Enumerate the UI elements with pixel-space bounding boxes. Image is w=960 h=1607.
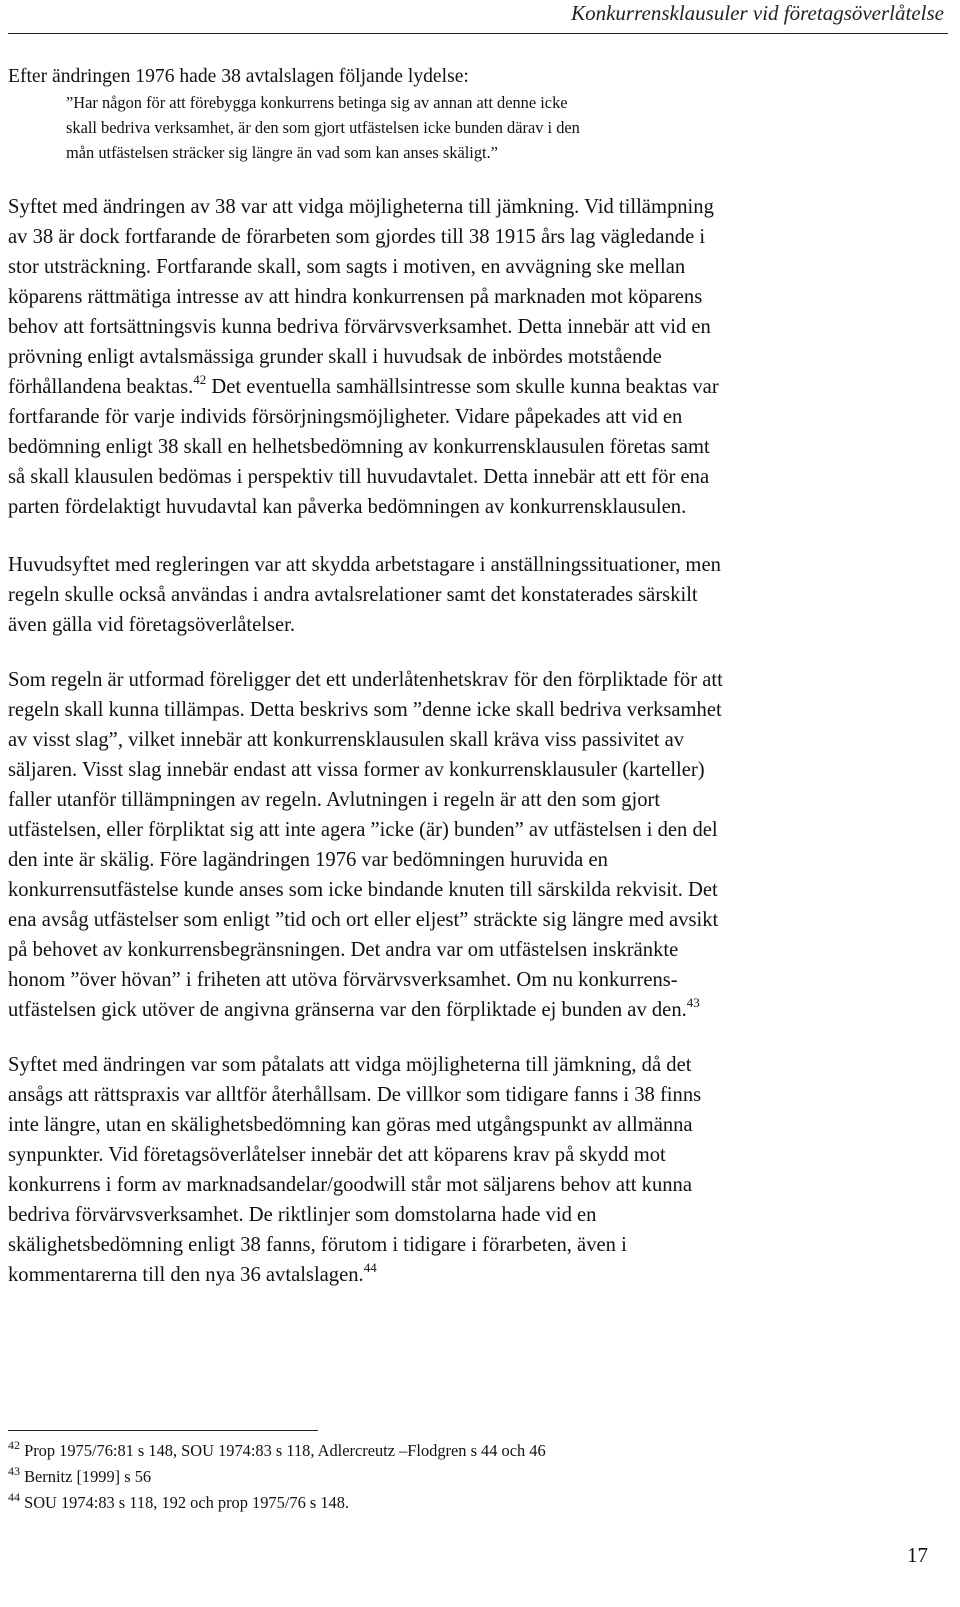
footnote bbox=[8, 1490, 948, 1516]
footnote bbox=[8, 1438, 948, 1464]
line-text: av visst slag”, vilket innebär att konkurrensklausulen skall kräva viss passivitet av bbox=[8, 729, 685, 751]
line-text: säljaren. Visst slag innebär endast att vissa former av konkurrensklausuler (karteller) bbox=[8, 759, 705, 781]
line-text: bedömning enligt 38 skall en helhetsbedömning av konkurrensklausulen företas samt bbox=[8, 436, 710, 458]
quote-line: ”Har någon för att förebygga konkurrens betinga sig av annan att denne icke bbox=[66, 93, 568, 112]
line-text: parten fördelaktigt huvudavtal kan påverka bedömningen av konkurrensklausulen. bbox=[8, 496, 687, 518]
text-line bbox=[8, 492, 948, 522]
footnote-text: Prop 1975/76:81 s 148, SOU 1974:83 s 118, Adlercreutz –Flodgren s 44 och 46 bbox=[20, 1441, 546, 1460]
footnote-number: 44 bbox=[8, 1490, 20, 1504]
header-rule bbox=[8, 33, 948, 34]
line-text: utfästelsen gick utöver de angivna gränserna var den förpliktade ej bunden av den. bbox=[8, 999, 687, 1021]
text-line bbox=[8, 580, 948, 610]
footnote-number: 42 bbox=[8, 1438, 20, 1452]
text-line bbox=[8, 282, 948, 312]
line-text: konkurrensutfästelse kunde anses som icke bindande knuten till särskilda rekvisit. Det bbox=[8, 879, 718, 901]
text-line bbox=[8, 665, 948, 695]
text-line bbox=[8, 342, 948, 372]
text-line bbox=[8, 1050, 948, 1080]
line-text: Syftet med ändringen var som påtalats att vidga möjligheterna till jämkning, då det bbox=[8, 1054, 692, 1076]
text-line bbox=[8, 785, 948, 815]
text-line bbox=[8, 402, 948, 432]
text-line bbox=[8, 725, 948, 755]
paragraph-main-purpose bbox=[8, 550, 948, 640]
line-text: Huvudsyftet med regleringen var att skydda arbetstagare i anställningssituationer, men bbox=[8, 554, 721, 576]
line-text: den inte är skälig. Före lagändringen 1976 var bedömningen huruvida en bbox=[8, 849, 608, 871]
line-text: förhållandena beaktas. bbox=[8, 376, 194, 398]
text-line bbox=[8, 695, 948, 725]
line-text: så skall klausulen bedömas i perspektiv till huvudavtalet. Detta innebär att ett för ena bbox=[8, 466, 710, 488]
line-text: regeln skulle också användas i andra avtalsrelationer samt det konstaterades särskilt bbox=[8, 584, 698, 606]
statute-quote bbox=[66, 90, 946, 165]
footnote-reference[interactable]: 44 bbox=[363, 1260, 377, 1275]
text-line bbox=[8, 905, 948, 935]
text-line bbox=[8, 1110, 948, 1140]
text-line bbox=[8, 875, 948, 905]
text-line bbox=[8, 550, 948, 580]
footnote-separator bbox=[8, 1430, 318, 1431]
footnote bbox=[8, 1464, 948, 1490]
footnote-text: SOU 1974:83 s 118, 192 och prop 1975/76 s 148. bbox=[20, 1493, 350, 1512]
running-header: Konkurrensklausuler vid företagsöverlåtelse bbox=[571, 1, 944, 25]
line-text: stor utsträckning. Fortfarande skall, som sagts i motiven, en avvägning ske mellan bbox=[8, 256, 686, 278]
paragraph-purpose-of-amendment bbox=[8, 192, 948, 522]
line-text: av 38 är dock fortfarande de förarbeten som gjordes till 38 1915 års lag vägledande i bbox=[8, 226, 706, 248]
footnotes bbox=[8, 1438, 948, 1516]
line-text: konkurrens i form av marknadsandelar/goodwill står mot säljarens behov att kunna bbox=[8, 1174, 692, 1196]
quote-intro: Efter ändringen 1976 hade 38 avtalslagen följande lydelse: bbox=[8, 66, 469, 87]
text-line bbox=[8, 432, 948, 462]
text-line bbox=[8, 1260, 948, 1290]
text-line bbox=[8, 1200, 948, 1230]
line-text: prövning enligt avtalsmässiga grunder skall i huvudsak de inbördes motstående bbox=[8, 346, 662, 368]
page-number: 17 bbox=[907, 1543, 928, 1567]
paragraph-adjustment-purpose bbox=[8, 1050, 948, 1290]
quote-line: skall bedriva verksamhet, är den som gjort utfästelsen icke bunden därav i den bbox=[66, 118, 580, 137]
line-text: bedriva förvärvsverksamhet. De riktlinjer som domstolarna hade vid en bbox=[8, 1204, 597, 1226]
line-text: utfästelsen, eller förpliktat sig att inte agera ”icke (är) bunden” av utfästelsen i den del bbox=[8, 819, 718, 841]
line-text: skälighetsbedömning enligt 38 fanns, förutom i tidigare i förarbeten, även i bbox=[8, 1234, 627, 1256]
line-text: ena avsåg utfästelser som enligt ”tid och ort eller eljest” sträckte sig längre med avsikt bbox=[8, 909, 719, 931]
text-line bbox=[8, 252, 948, 282]
line-text: faller utanför tillämpningen av regeln. Avlutningen i regeln är att den som gjort bbox=[8, 789, 661, 811]
line-text: på behovet av konkurrensbegränsningen. Det andra var om utfästelsen inskränkte bbox=[8, 939, 679, 961]
line-text: fortfarande för varje individs försörjningsmöjligheter. Vidare påpekades att vid en bbox=[8, 406, 683, 428]
footnote-reference[interactable]: 43 bbox=[686, 995, 700, 1010]
line-text-after-reference: Det eventuella samhällsintresse som skulle kunna beaktas var bbox=[206, 376, 719, 398]
text-line bbox=[8, 845, 948, 875]
line-text: även gälla vid företagsöverlåtelser. bbox=[8, 614, 296, 636]
text-line bbox=[8, 1080, 948, 1110]
line-text: inte längre, utan en skälighetsbedömning kan göras med utgångspunkt av allmänna bbox=[8, 1114, 693, 1136]
line-text: regeln skall kunna tillämpas. Detta beskrivs som ”denne icke skall bedriva verksamhet bbox=[8, 699, 722, 721]
text-line bbox=[8, 995, 948, 1025]
text-line bbox=[8, 755, 948, 785]
text-line bbox=[8, 192, 948, 222]
line-text: ansågs att rättspraxis var alltför återhållsam. De villkor som tidigare fanns i 38 finns bbox=[8, 1084, 702, 1106]
text-line bbox=[8, 965, 948, 995]
line-text: Som regeln är utformad föreligger det ett underlåtenhetskrav för den förpliktade för att bbox=[8, 669, 723, 691]
line-text: behov att fortsättningsvis kunna bedriva förvärvsverksamhet. Detta innebär att vid en bbox=[8, 316, 711, 338]
line-text: Syftet med ändringen av 38 var att vidga möjligheterna till jämkning. Vid tillämpning bbox=[8, 196, 714, 218]
text-line bbox=[8, 222, 948, 252]
text-line bbox=[8, 312, 948, 342]
text-line bbox=[8, 372, 948, 402]
line-text: kommentarerna till den nya 36 avtalslagen. bbox=[8, 1264, 364, 1286]
text-line bbox=[8, 1170, 948, 1200]
line-text: köparens rättmätiga intresse av att hindra konkurrensen på marknaden mot köparens bbox=[8, 286, 703, 308]
text-line bbox=[8, 610, 948, 640]
paragraph-rule-design bbox=[8, 665, 948, 1025]
text-line bbox=[8, 935, 948, 965]
footnote-number: 43 bbox=[8, 1464, 20, 1478]
text-line bbox=[8, 815, 948, 845]
quote-line: mån utfästelsen sträcker sig längre än vad som kan anses skäligt.” bbox=[66, 143, 498, 162]
line-text: synpunkter. Vid företagsöverlåtelser innebär det att köparens krav på skydd mot bbox=[8, 1144, 666, 1166]
line-text: honom ”över hövan” i friheten att utöva förvärvsverksamhet. Om nu konkurrens- bbox=[8, 969, 678, 991]
text-line bbox=[8, 1230, 948, 1260]
footnote-text: Bernitz [1999] s 56 bbox=[20, 1467, 152, 1486]
text-line bbox=[8, 1140, 948, 1170]
text-line bbox=[8, 462, 948, 492]
footnote-reference[interactable]: 42 bbox=[193, 372, 207, 387]
